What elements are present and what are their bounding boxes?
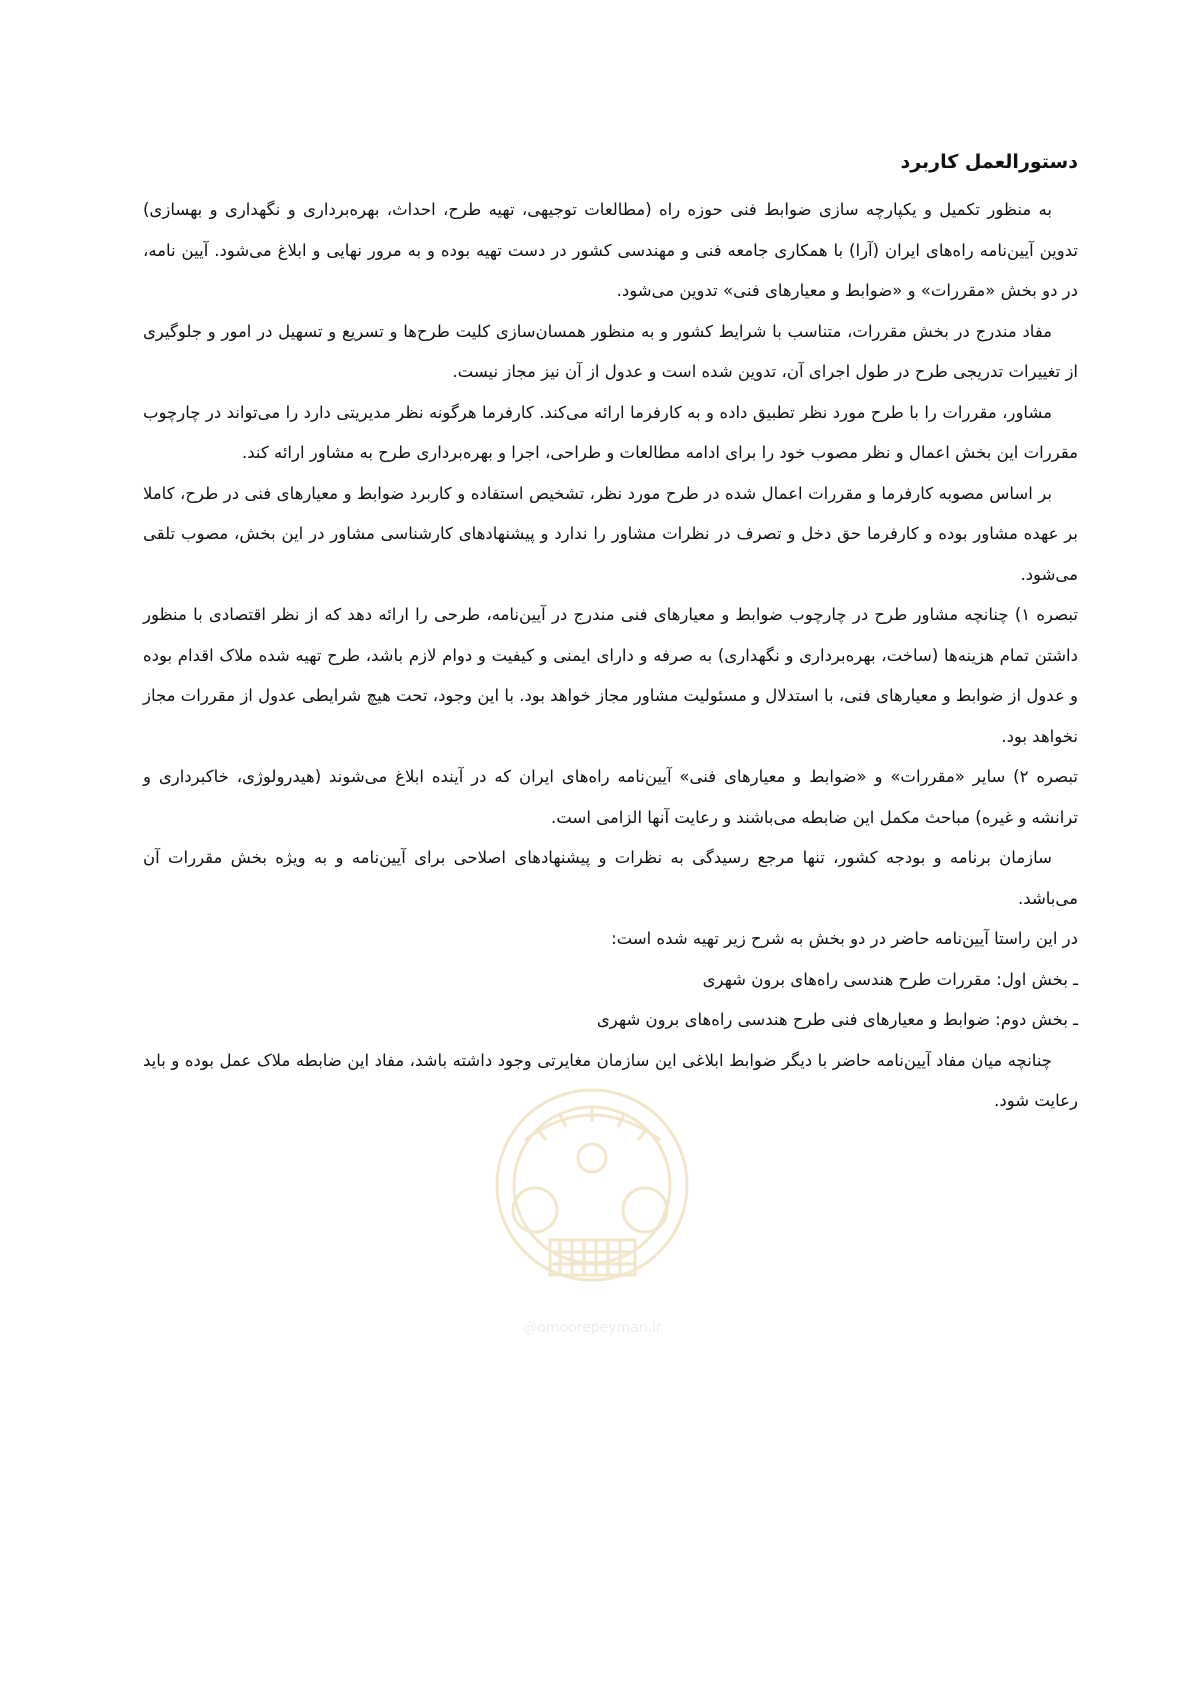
page-title: دستورالعمل کاربرد (900, 151, 1078, 173)
paragraph-structure: در این راستا آیین‌نامه حاضر در دو بخش به شرح زیر تهیه شده است: (611, 929, 1078, 948)
list-item: ـ بخش دوم: ضوابط و معیارهای فنی طرح هندسی راه‌های برون شهری (596, 1010, 1078, 1029)
paragraph-consultant: مشاور، مقررات را با طرح مورد نظر تطبیق داده و به کارفرما ارائه می‌کند. کارفرما هرگونه نظر مدیریتی دارد را می‌تواند در چارچوب مقررات این بخش اعمال و نظر مصوب خود را برای ادامه مطالعات و طراحی، اجرا و بهره‌برداری طرح به مشاور ارائه کند. (143, 402, 1078, 462)
paragraph-note-2: تبصره ۲) سایر «مقررات» و «ضوابط و معیارهای فنی» آیین‌نامه راه‌های ایران که در آینده ابلاغ می‌شوند (هیدرولوژی، خاکبرداری و ترانشه و غیره) مباحث مکمل این ضابطه می‌باشند و رعایت آنها الزامی است. (143, 767, 1079, 827)
document-page (143, 142, 1078, 1122)
paragraph-note-1: تبصره ۱) چنانچه مشاور طرح در چارچوب ضوابط و معیارهای فنی مندرج در آیین‌نامه، طرحی را ارائه دهد که از نظر اقتصادی با منظور داشتن تمام هزینه‌ها (ساخت، بهره‌برداری و نگهداری) به صرفه و دارای ایمنی و کیفیت و دوام لازم باشد، طرح تهیه شده ملاک اقدام بوده و عدول از ضوابط و معیارهای فنی، با استدلال و مسئولیت مشاور مجاز خواهد بود. با این وجود، تحت هیچ شرایطی عدول از مقررات مجاز نخواهد بود. (142, 605, 1079, 746)
paragraph-authority: سازمان برنامه و بودجه کشور، تنها مرجع رسیدگی به نظرات و پیشنهادهای اصلاحی برای آیین‌نامه و به ویژه بخش مقررات آن می‌باشد. (143, 848, 1078, 908)
paragraph-regulations: مفاد مندرج در بخش مقررات، متناسب با شرایط کشور و به منظور همسان‌سازی کلیت طرح‌ها و تسریع و تسهیل در امور و جلوگیری از تغییرات تدریجی طرح در طول اجرای آن، تدوین شده است و عدول از آن نیز مجاز نیست. (143, 321, 1078, 381)
paragraph-closing: چنانچه میان مفاد آیین‌نامه حاضر با دیگر ضوابط ابلاغی این سازمان مغایرتی وجود داشته باشد، مفاد این ضابطه ملاک عمل بوده و باید رعایت شود. (143, 1050, 1078, 1110)
paragraph-employer-approval: بر اساس مصوبه کارفرما و مقررات اعمال شده در طرح مورد نظر، تشخیص استفاده و کاربرد ضوابط و معیارهای فنی در طرح، کاملا بر عهده مشاور بوده و کارفرما حق دخل و تصرف در نظرات مشاور را ندارد و پیشنهادهای کارشناسی مشاور در این بخش، مصوب تلقی می‌شود. (143, 483, 1078, 584)
paragraph-intro: به منظور تکمیل و یکپارچه سازی ضوابط فنی حوزه راه (مطالعات توجیهی، تهیه طرح، احداث، بهره‌برداری و نگهداری و بهسازی) تدوین آیین‌نامه راه‌های ایران (آرا) با همکاری جامعه فنی و مهندسی کشور در دست تهیه بوده و به مرور نهایی و ابلاغ می‌شود. آیین نامه، در دو بخش «مقررات» و «ضوابط و معیارهای فنی» تدوین می‌شود. (143, 200, 1078, 300)
list-item: ـ بخش اول: مقررات طرح هندسی راه‌های برون شهری (702, 969, 1078, 989)
watermark-url: @omoorepeyman.ir (523, 1320, 662, 1336)
